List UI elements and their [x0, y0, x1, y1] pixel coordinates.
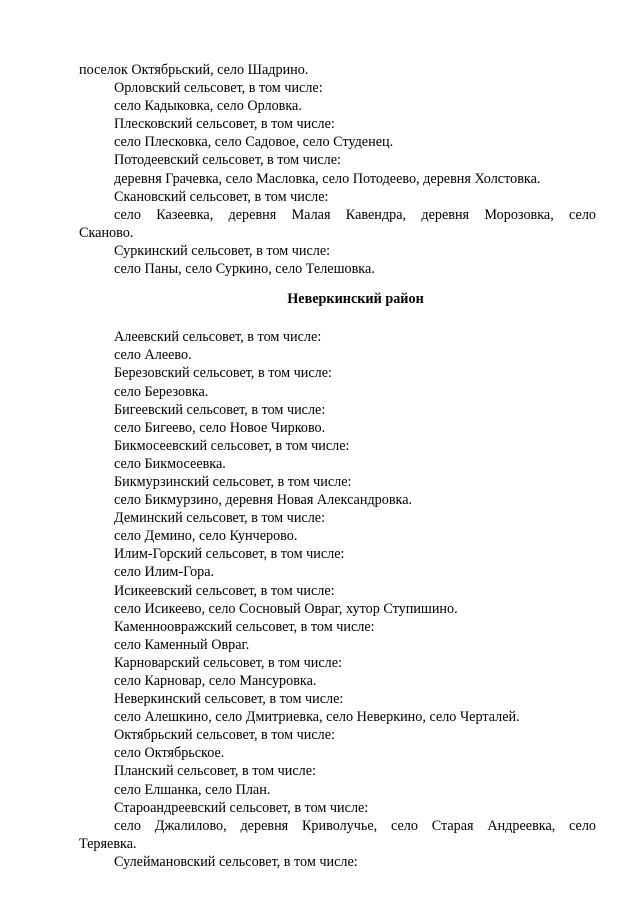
council-line: Бикмосеевский сельсовет, в том числе:	[114, 437, 350, 454]
settlement-line: деревня Грачевка, село Масловка, село Потодеево, деревня Холстовка.	[114, 170, 541, 187]
settlement-line: село Елшанка, село План.	[114, 781, 271, 798]
district-heading: Неверкинский район	[287, 291, 424, 308]
council-line: Плесковский сельсовет, в том числе:	[114, 116, 335, 133]
settlement-line: Теряевка.	[79, 835, 137, 852]
council-line: Неверкинский сельсовет, в том числе:	[114, 691, 344, 708]
settlement-line: село Березовка.	[114, 383, 209, 400]
council-line: Бикмурзинский сельсовет, в том числе:	[114, 473, 352, 490]
settlement-line: село Бикмосеевка.	[114, 455, 226, 472]
settlement-line: село Паны, село Суркино, село Телешовка.	[114, 261, 375, 278]
council-line: Планский сельсовет, в том числе:	[114, 763, 316, 780]
settlement-line: село Джалилово, деревня Криволучье, село Старая Андреевка, село	[114, 817, 596, 834]
settlement-line: село Плесковка, село Садовое, село Студенец.	[114, 134, 394, 151]
settlement-line: село Каменный Овраг.	[114, 636, 250, 653]
settlement-line: село Илим-Гора.	[114, 564, 215, 581]
council-line: Карноварский сельсовет, в том числе:	[114, 654, 342, 671]
council-line: Орловский сельсовет, в том числе:	[114, 80, 323, 97]
council-line: Скановский сельсовет, в том числе:	[114, 188, 329, 205]
settlement-line: село Исикеево, село Сосновый Овраг, хутор Ступишино.	[114, 600, 458, 617]
settlement-line: село Алешкино, село Дмитриевка, село Неверкино, село Черталей.	[114, 709, 520, 726]
settlement-line: село Демино, село Кунчерово.	[114, 528, 298, 545]
settlement-line: село Бикмурзино, деревня Новая Александровка.	[114, 492, 413, 509]
council-line: Алеевский сельсовет, в том числе:	[114, 329, 322, 346]
settlement-line: село Октябрьское.	[114, 745, 225, 762]
document-content	[79, 61, 596, 871]
council-line: Деминский сельсовет, в том числе:	[114, 510, 326, 527]
settlement-line: село Кадыковка, село Орловка.	[114, 98, 302, 115]
council-line: Каменноовражский сельсовет, в том числе:	[114, 618, 375, 635]
council-line: Бигеевский сельсовет, в том числе:	[114, 401, 326, 418]
council-line: Суркинский сельсовет, в том числе:	[114, 242, 331, 259]
council-line: Березовский сельсовет, в том числе:	[114, 365, 332, 382]
council-line: Сулеймановский сельсовет, в том числе:	[114, 853, 358, 870]
council-line: Исикеевский сельсовет, в том числе:	[114, 582, 335, 599]
settlement-line: село Карновар, село Мансуровка.	[114, 673, 317, 689]
settlement-line: село Бигеево, село Новое Чирково.	[114, 419, 326, 436]
council-line: Октябрьский сельсовет, в том числе:	[114, 727, 335, 744]
settlement-line: Сканово.	[79, 224, 134, 241]
council-line: Потодеевский сельсовет, в том числе:	[114, 152, 341, 169]
text-line: поселок Октябрьский, село Шадрино.	[79, 62, 309, 78]
settlement-line: село Казеевка, деревня Малая Кавендра, деревня Морозовка, село	[114, 206, 596, 223]
council-line: Илим-Горский сельсовет, в том числе:	[114, 546, 345, 563]
settlement-line: село Алеево.	[114, 347, 192, 364]
council-line: Староандреевский сельсовет, в том числе:	[114, 799, 369, 816]
